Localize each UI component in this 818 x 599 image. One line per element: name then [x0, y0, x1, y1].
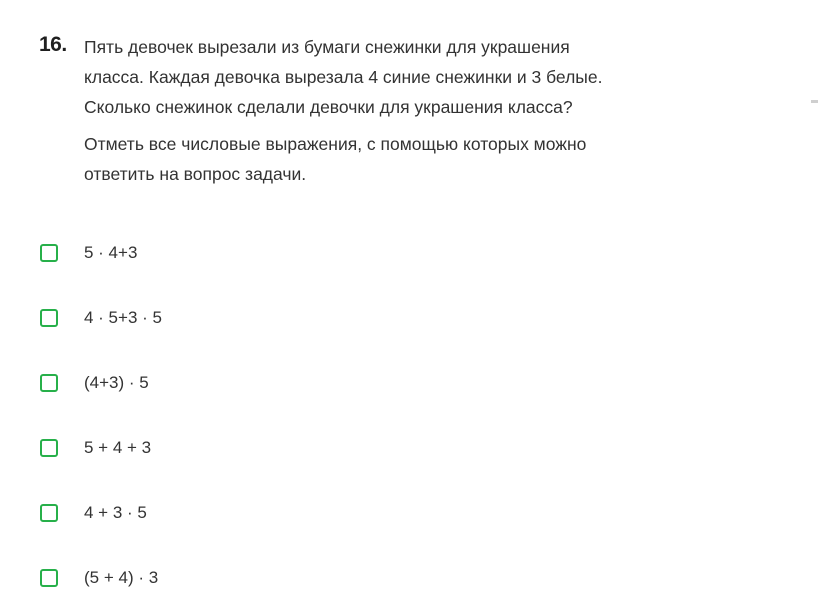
- answer-option[interactable]: [38, 370, 438, 396]
- answer-option-label: 4 · 5+3 · 5: [84, 308, 162, 327]
- answer-option-label: 5 · 4+3: [84, 243, 138, 262]
- checkbox[interactable]: [40, 309, 58, 327]
- instruction-line: ответить на вопрос задачи.: [84, 164, 307, 184]
- checkbox[interactable]: [40, 374, 58, 392]
- question-text-line: Пять девочек вырезали из бумаги снежинки для украшения: [84, 37, 570, 57]
- question-text-line: Сколько снежинок сделали девочки для украшения класса?: [84, 97, 573, 117]
- answer-option-label: 5 + 4 + 3: [84, 438, 152, 457]
- checkbox[interactable]: [40, 504, 58, 522]
- answer-option-label: (5 + 4) · 3: [84, 568, 159, 587]
- answer-option[interactable]: [38, 435, 438, 461]
- answer-option[interactable]: [38, 565, 438, 591]
- answer-option[interactable]: [38, 500, 438, 526]
- question-number: 16.: [39, 33, 67, 56]
- checkbox[interactable]: [40, 439, 58, 457]
- checkbox[interactable]: [40, 569, 58, 587]
- checkbox[interactable]: [40, 244, 58, 262]
- answer-option-label: 4 + 3 · 5: [84, 503, 147, 522]
- answer-option[interactable]: [38, 305, 438, 331]
- instruction-line: Отметь все числовые выражения, с помощью которых можно: [84, 134, 587, 154]
- answer-option[interactable]: [38, 240, 438, 266]
- question-text-line: класса. Каждая девочка вырезала 4 синие снежинки и 3 белые.: [84, 67, 603, 87]
- answer-option-label: (4+3) · 5: [84, 373, 149, 392]
